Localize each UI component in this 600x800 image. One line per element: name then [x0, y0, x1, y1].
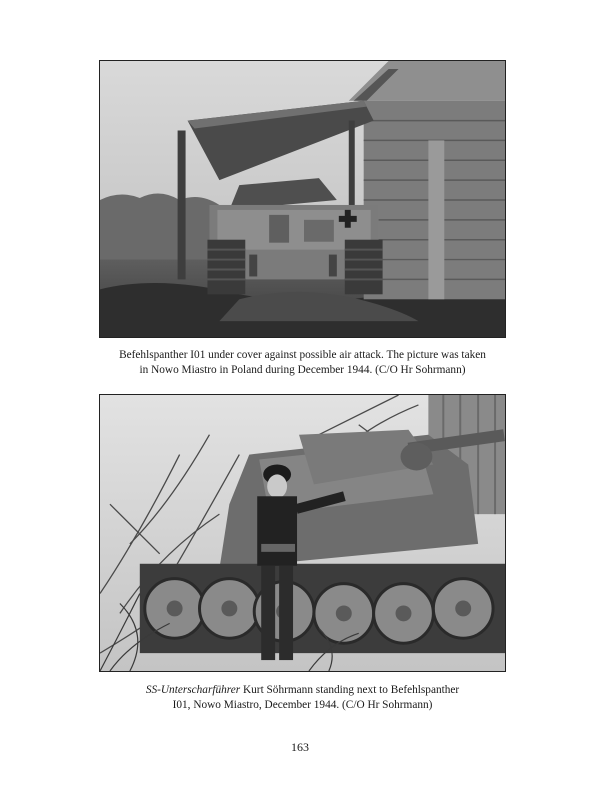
photo-soldier-beside-panther	[99, 394, 506, 672]
photo-caption-1	[99, 348, 506, 378]
caption-1-line-1: Befehlspanther I01 under cover against possible air attack. The picture was taken	[119, 349, 486, 361]
caption-2-line-1-rest: Kurt Söhrmann standing next to Befehlspanther	[240, 684, 460, 696]
photo-soldier-beside-panther-image	[100, 395, 505, 671]
page-number: 163	[291, 740, 309, 754]
caption-2-line-2: I01, Nowo Miastro, December 1944. (C/O Hr Sohrmann)	[172, 699, 433, 711]
caption-1-line-2: in Nowo Miastro in Poland during December 1944. (C/O Hr Sohrmann)	[139, 364, 466, 376]
caption-2-rank: SS-Unterscharführer	[145, 684, 241, 696]
photo-panther-under-cover	[99, 60, 506, 338]
photo-panther-under-cover-image	[100, 61, 505, 337]
caption-2-line-1	[99, 683, 506, 698]
photo-caption-2	[99, 683, 506, 713]
